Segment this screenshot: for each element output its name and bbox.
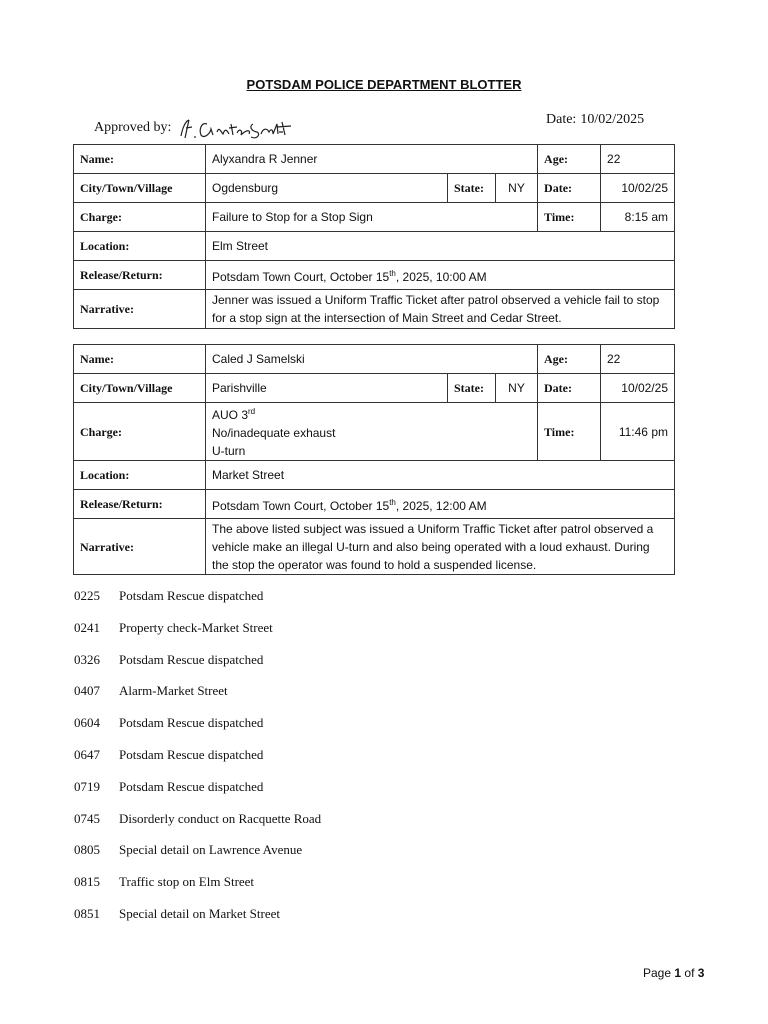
release-text: Potsdam Town Court, October 15 <box>212 269 390 284</box>
location-value: Elm Street <box>206 232 675 261</box>
of-word: of <box>684 966 695 980</box>
charge-text: AUO 3 <box>212 408 249 422</box>
log-time: 0407 <box>74 683 100 699</box>
log-time: 0815 <box>74 874 100 890</box>
narrative-value: Jenner was issued a Uniform Traffic Ticket after patrol observed a vehicle fail to stop for a stop sign at the intersection of Main Street and Cedar Street. <box>206 290 675 329</box>
release-suffix: th <box>389 268 396 278</box>
log-text: Potsdam Rescue dispatched <box>119 588 264 603</box>
release-suffix: th <box>389 497 396 507</box>
location-value: Market Street <box>206 461 675 490</box>
location-label: Location: <box>74 232 206 261</box>
city-value: Parishville <box>206 374 448 403</box>
charge-line: No/inadequate exhaust <box>212 426 336 440</box>
charge-label: Charge: <box>74 403 206 461</box>
release-value <box>206 261 675 290</box>
log-entry <box>74 779 321 811</box>
age-label: Age: <box>538 145 601 174</box>
approved-by <box>94 110 295 136</box>
page-current: 1 <box>674 966 682 980</box>
page-title: POTSDAM POLICE DEPARTMENT BLOTTER <box>246 77 522 92</box>
signature-icon <box>177 116 295 142</box>
log-entry <box>74 683 321 715</box>
time-value: 11:46 pm <box>601 403 675 461</box>
log-entry <box>74 620 321 652</box>
release-text-end: , 2025, 12:00 AM <box>395 498 487 513</box>
header-date <box>546 112 644 128</box>
log-text: Traffic stop on Elm Street <box>119 874 255 890</box>
log-text: Potsdam Rescue dispatched <box>119 651 264 667</box>
date-label: Date: <box>538 374 601 403</box>
narrative-label: Narrative: <box>74 519 206 575</box>
charge-line <box>212 403 531 424</box>
header-date-value: 10/02/2025 <box>580 112 645 127</box>
record-table <box>73 144 675 329</box>
log-entry <box>74 874 321 906</box>
time-value: 8:15 am <box>601 203 675 232</box>
log-time: 0805 <box>74 842 100 858</box>
location-label: Location: <box>74 461 206 490</box>
page-word: Page <box>643 966 672 980</box>
log-text: Potsdam Rescue dispatched <box>119 778 264 794</box>
narrative-label: Narrative: <box>74 290 206 329</box>
header-date-label: Date: <box>546 112 577 127</box>
age-value: 22 <box>601 145 675 174</box>
log-time: 0647 <box>74 746 100 762</box>
log-entry <box>74 588 321 620</box>
log-time: 0851 <box>74 905 100 921</box>
charge-value: Failure to Stop for a Stop Sign <box>206 203 538 232</box>
release-text-end: , 2025, 10:00 AM <box>395 269 487 284</box>
name-value: Alyxandra R Jenner <box>206 145 538 174</box>
record-table <box>73 344 675 575</box>
log-text: Property check-Market Street <box>119 619 273 635</box>
log-time: 0225 <box>74 588 100 603</box>
city-label: City/Town/Village <box>74 174 206 203</box>
date-label: Date: <box>538 174 601 203</box>
age-value: 22 <box>601 345 675 374</box>
charge-label: Charge: <box>74 203 206 232</box>
log-text: Potsdam Rescue dispatched <box>119 715 264 731</box>
log-time: 0326 <box>74 651 100 667</box>
log-text: Alarm-Market Street <box>119 683 228 699</box>
date-value: 10/02/25 <box>601 174 675 203</box>
page-number <box>643 966 704 980</box>
log-entry <box>74 715 321 747</box>
charge-value <box>206 403 538 461</box>
log-text: Special detail on Market Street <box>119 905 281 921</box>
log-time: 0745 <box>74 810 100 826</box>
release-label: Release/Return: <box>74 261 206 290</box>
age-label: Age: <box>538 345 601 374</box>
release-text: Potsdam Town Court, October 15 <box>212 498 390 513</box>
log-entry <box>74 811 321 843</box>
date-value: 10/02/25 <box>601 374 675 403</box>
name-label: Name: <box>74 345 206 374</box>
log-time: 0241 <box>74 619 100 635</box>
log-time: 0604 <box>74 715 100 731</box>
log-entry <box>74 652 321 684</box>
time-label: Time: <box>538 403 601 461</box>
city-value: Ogdensburg <box>206 174 448 203</box>
log-entry <box>74 842 321 874</box>
name-value: Caled J Samelski <box>206 345 538 374</box>
release-value <box>206 490 675 519</box>
city-label: City/Town/Village <box>74 374 206 403</box>
log-entry <box>74 906 321 938</box>
name-label: Name: <box>74 145 206 174</box>
state-label: State: <box>448 174 496 203</box>
log-text: Potsdam Rescue dispatched <box>119 746 264 762</box>
release-label: Release/Return: <box>74 490 206 519</box>
state-value: NY <box>496 374 538 403</box>
log-entry <box>74 747 321 779</box>
activity-log <box>74 588 321 938</box>
time-label: Time: <box>538 203 601 232</box>
page-total: 3 <box>697 966 705 980</box>
charge-line: U-turn <box>212 444 246 458</box>
state-label: State: <box>448 374 496 403</box>
log-text: Special detail on Lawrence Avenue <box>119 842 303 858</box>
log-text: Disorderly conduct on Racquette Road <box>119 810 322 826</box>
narrative-value: The above listed subject was issued a Uniform Traffic Ticket after patrol observed a vehicle make an illegal U-turn and also being operated with a loud exhaust. During the stop the operator was found to hold a suspended license. <box>206 519 675 575</box>
approved-label: Approved by: <box>94 120 172 135</box>
log-time: 0719 <box>74 778 100 794</box>
charge-suffix: rd <box>248 407 256 416</box>
state-value: NY <box>496 174 538 203</box>
